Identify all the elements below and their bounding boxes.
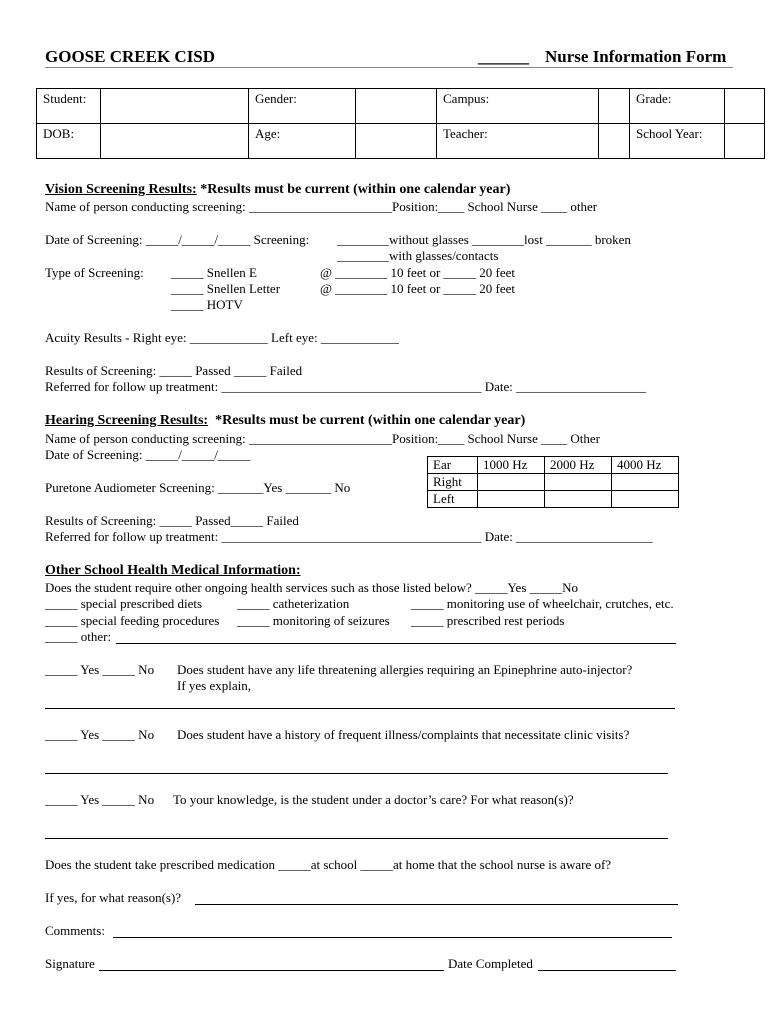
student-field[interactable] [101, 89, 249, 124]
illness-yes-no[interactable]: _____ Yes _____ No [45, 727, 155, 742]
vision-results-line[interactable]: Results of Screening: _____ Passed _____ Failed [45, 363, 303, 378]
student-info-table [36, 88, 765, 159]
age-label: Age: [249, 124, 356, 159]
hearing-heading-text: Hearing Screening Results: [45, 413, 209, 428]
form-title: Nurse Information Form [545, 47, 727, 66]
age-field[interactable] [356, 124, 437, 159]
hearing-note: *Results must be current (within one calendar year) [215, 413, 526, 428]
left-2000-cell[interactable] [545, 491, 612, 508]
campus-label: Campus: [437, 89, 599, 124]
grade-label: Grade: [630, 89, 725, 124]
signature-line[interactable] [99, 970, 444, 971]
right-1000-cell[interactable] [478, 474, 545, 491]
grade-field[interactable] [725, 89, 765, 124]
allergy-question: Does student have any life threatening allergies requiring an Epinephrine auto-injector? [177, 662, 633, 677]
svc-other[interactable]: _____ other: [45, 629, 112, 644]
svc-other-line[interactable] [116, 643, 676, 644]
puretone-line[interactable]: Puretone Audiometer Screening: _______Yes _______ No [45, 480, 351, 495]
vision-conducting-line[interactable]: Name of person conducting screening: ______________________Position:____ School Nurse ____ other [45, 199, 598, 214]
vision-with-glasses[interactable]: ________with glasses/contacts [337, 248, 499, 263]
hz4000-header: 4000 Hz [612, 457, 679, 474]
svc-feeding[interactable]: _____ special feeding procedures [45, 613, 220, 628]
services-question[interactable]: Does the student require other ongoing health services such as those listed below? _____Yes _____No [45, 580, 579, 595]
right-ear-label: Right [428, 474, 478, 491]
vision-heading [45, 182, 510, 198]
teacher-field[interactable] [599, 124, 630, 159]
distance-line-1[interactable]: @ ________ 10 feet or _____ 20 feet [320, 265, 516, 280]
comments-label: Comments: [45, 923, 105, 938]
hearing-results-line[interactable]: Results of Screening: _____ Passed_____ Failed [45, 513, 299, 528]
campus-field[interactable] [599, 89, 630, 124]
header-blank[interactable]: ______ [478, 47, 529, 66]
type-snellen-letter[interactable]: _____ Snellen Letter [171, 281, 281, 296]
right-4000-cell[interactable] [612, 474, 679, 491]
right-2000-cell[interactable] [545, 474, 612, 491]
comments-line[interactable] [113, 937, 672, 938]
vision-note: *Results must be current (within one calendar year) [200, 182, 511, 197]
header-rule [45, 67, 733, 68]
signature-label: Signature [45, 956, 95, 971]
hearing-heading [45, 413, 525, 429]
if-yes-line[interactable] [195, 904, 678, 905]
doctor-yes-no[interactable]: _____ Yes _____ No [45, 792, 155, 807]
allergy-line[interactable] [45, 708, 675, 709]
gender-field[interactable] [356, 89, 437, 124]
other-heading: Other School Health Medical Information: [45, 563, 301, 578]
allergy-explain: If yes explain, [177, 678, 252, 693]
svc-diets[interactable]: _____ special prescribed diets [45, 596, 203, 611]
date-completed-line[interactable] [538, 970, 676, 971]
type-hotv[interactable]: _____ HOTV [171, 297, 243, 312]
dob-field[interactable] [101, 124, 249, 159]
hz2000-header: 2000 Hz [545, 457, 612, 474]
doctor-question: To your knowledge, is the student under a doctor’s care? For what reason(s)? [173, 792, 574, 807]
svc-seizures[interactable]: _____ monitoring of seizures [237, 613, 390, 628]
school-year-label: School Year: [630, 124, 725, 159]
doctor-line[interactable] [45, 838, 668, 839]
hearing-conducting-line[interactable]: Name of person conducting screening: ______________________Position:____ School Nurse ____ Other [45, 431, 600, 446]
svc-catheterization[interactable]: _____ catheterization [237, 596, 350, 611]
hearing-referred-line[interactable]: Referred for follow up treatment: ________________________________________ Date: _____________________ [45, 529, 653, 544]
distance-line-2[interactable]: @ ________ 10 feet or _____ 20 feet [320, 281, 516, 296]
type-snellen-e[interactable]: _____ Snellen E [171, 265, 257, 280]
svc-rest[interactable]: _____ prescribed rest periods [411, 613, 565, 628]
hearing-date-line[interactable]: Date of Screening: _____/_____/_____ [45, 447, 251, 462]
left-1000-cell[interactable] [478, 491, 545, 508]
acuity-line[interactable]: Acuity Results - Right eye: ____________ Left eye: ____________ [45, 330, 399, 345]
vision-date-line[interactable]: Date of Screening: _____/_____/_____ Screening: [45, 232, 310, 247]
if-yes-label: If yes, for what reason(s)? [45, 890, 182, 905]
vision-type-label: Type of Screening: [45, 265, 144, 280]
hz1000-header: 1000 Hz [478, 457, 545, 474]
svc-wheelchair[interactable]: _____ monitoring use of wheelchair, crutches, etc. [411, 596, 674, 611]
date-completed-label: Date Completed [448, 956, 533, 971]
left-ear-label: Left [428, 491, 478, 508]
district-name: GOOSE CREEK CISD [45, 47, 216, 66]
hearing-frequency-table [427, 456, 679, 508]
teacher-label: Teacher: [437, 124, 599, 159]
vision-without-glasses[interactable]: ________without glasses ________lost _______ broken [337, 232, 631, 247]
vision-heading-text: Vision Screening Results: [45, 182, 197, 197]
gender-label: Gender: [249, 89, 356, 124]
illness-line[interactable] [45, 773, 668, 774]
left-4000-cell[interactable] [612, 491, 679, 508]
vision-referred-line[interactable]: Referred for follow up treatment: ________________________________________ Date: ____________________ [45, 379, 647, 394]
illness-question: Does student have a history of frequent illness/complaints that necessitate clinic visits? [177, 727, 630, 742]
school-year-field[interactable] [725, 124, 765, 159]
medication-question[interactable]: Does the student take prescribed medication _____at school _____at home that the school nurse is aware of? [45, 857, 612, 872]
dob-label: DOB: [37, 124, 101, 159]
ear-header: Ear [428, 457, 478, 474]
student-label: Student: [37, 89, 101, 124]
allergy-yes-no[interactable]: _____ Yes _____ No [45, 662, 155, 677]
